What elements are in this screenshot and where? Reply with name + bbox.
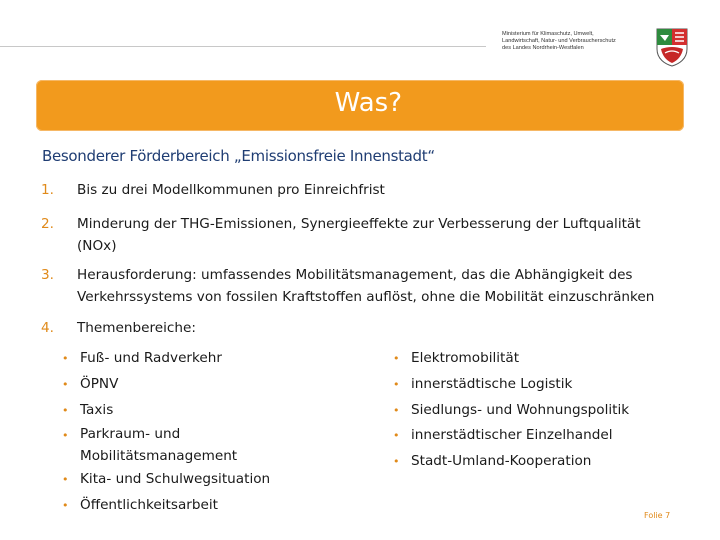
nrw-coat-of-arms-icon <box>655 27 689 67</box>
item-text-line: Minderung der THG-Emissionen, Synergieeffekte zur Verbesserung der Luftqualität <box>77 216 641 232</box>
topics-left-list <box>62 346 270 519</box>
list-item <box>62 398 270 424</box>
bullet-icon: • <box>62 473 69 487</box>
ministry-line: Ministerium für Klimaschutz, Umwelt, <box>502 31 594 37</box>
bullet-icon: • <box>393 403 400 417</box>
list-item <box>393 398 629 424</box>
bullet-icon: • <box>393 455 400 469</box>
item-number: 2. <box>41 216 54 232</box>
list-item-text: Kita- und Schulwegsituation <box>80 471 271 488</box>
list-item <box>62 493 270 519</box>
item-text-line: (NOx) <box>77 238 117 254</box>
list-item <box>62 372 270 398</box>
bullet-icon: • <box>62 499 69 513</box>
list-item-text: innerstädtischer Einzelhandel <box>411 427 613 444</box>
bullet-icon: • <box>62 403 69 417</box>
list-item <box>393 372 629 398</box>
ministry-line: des Landes Nordrhein-Westfalen <box>502 45 584 51</box>
item-text: Themenbereiche: <box>77 320 196 336</box>
list-item-text: Mobilitätsmanagement <box>80 448 238 465</box>
list-item <box>62 423 270 467</box>
list-item-text: Öffentlichkeitsarbeit <box>80 497 218 514</box>
item-number: 3. <box>41 267 54 283</box>
list-item <box>62 346 270 372</box>
bullet-icon: • <box>393 377 400 391</box>
list-item <box>393 423 629 449</box>
item-number: 1. <box>41 182 54 198</box>
list-item-text: Fuß- und Radverkehr <box>80 350 222 366</box>
list-item <box>393 346 629 372</box>
bullet-icon: • <box>62 377 69 391</box>
list-item-text: Stadt-Umland-Kooperation <box>411 453 592 470</box>
slide-number: Folie 7 <box>644 511 671 520</box>
item-number: 4. <box>41 320 54 336</box>
list-item-text: Siedlungs- und Wohnungspolitik <box>411 401 630 418</box>
item-text <box>77 264 717 308</box>
item-text: Bis zu drei Modellkommunen pro Einreichfrist <box>77 182 385 198</box>
item-text-line: Herausforderung: umfassendes Mobilitätsmanagement, das die Abhängigkeit des <box>77 267 633 283</box>
list-item-text: ÖPNV <box>80 375 119 392</box>
item-text <box>77 213 717 257</box>
list-item-text: Elektromobilität <box>411 350 520 366</box>
bullet-icon: • <box>62 352 69 365</box>
list-item <box>62 467 270 493</box>
bullet-icon: • <box>62 429 69 443</box>
slide-title: Was? <box>334 88 402 118</box>
list-item <box>393 449 629 475</box>
ministry-line: Landwirtschaft, Natur- und Verbraucherschutz <box>502 38 616 44</box>
topics-right-list <box>393 346 629 475</box>
list-item-text: Taxis <box>80 401 114 418</box>
item-text-line: Verkehrssystems von fossilen Kraftstoffen auflöst, ohne die Mobilität einzuschränken <box>77 289 655 305</box>
title-banner <box>36 80 684 131</box>
bullet-icon: • <box>393 429 400 443</box>
ministry-name <box>502 31 652 52</box>
list-item-text: Parkraum- und <box>80 426 181 443</box>
section-subtitle: Besonderer Förderbereich „Emissionsfreie Innenstadt“ <box>42 147 435 165</box>
list-item-text: innerstädtische Logistik <box>411 375 573 392</box>
header-rule <box>0 46 486 47</box>
bullet-icon: • <box>393 352 400 365</box>
